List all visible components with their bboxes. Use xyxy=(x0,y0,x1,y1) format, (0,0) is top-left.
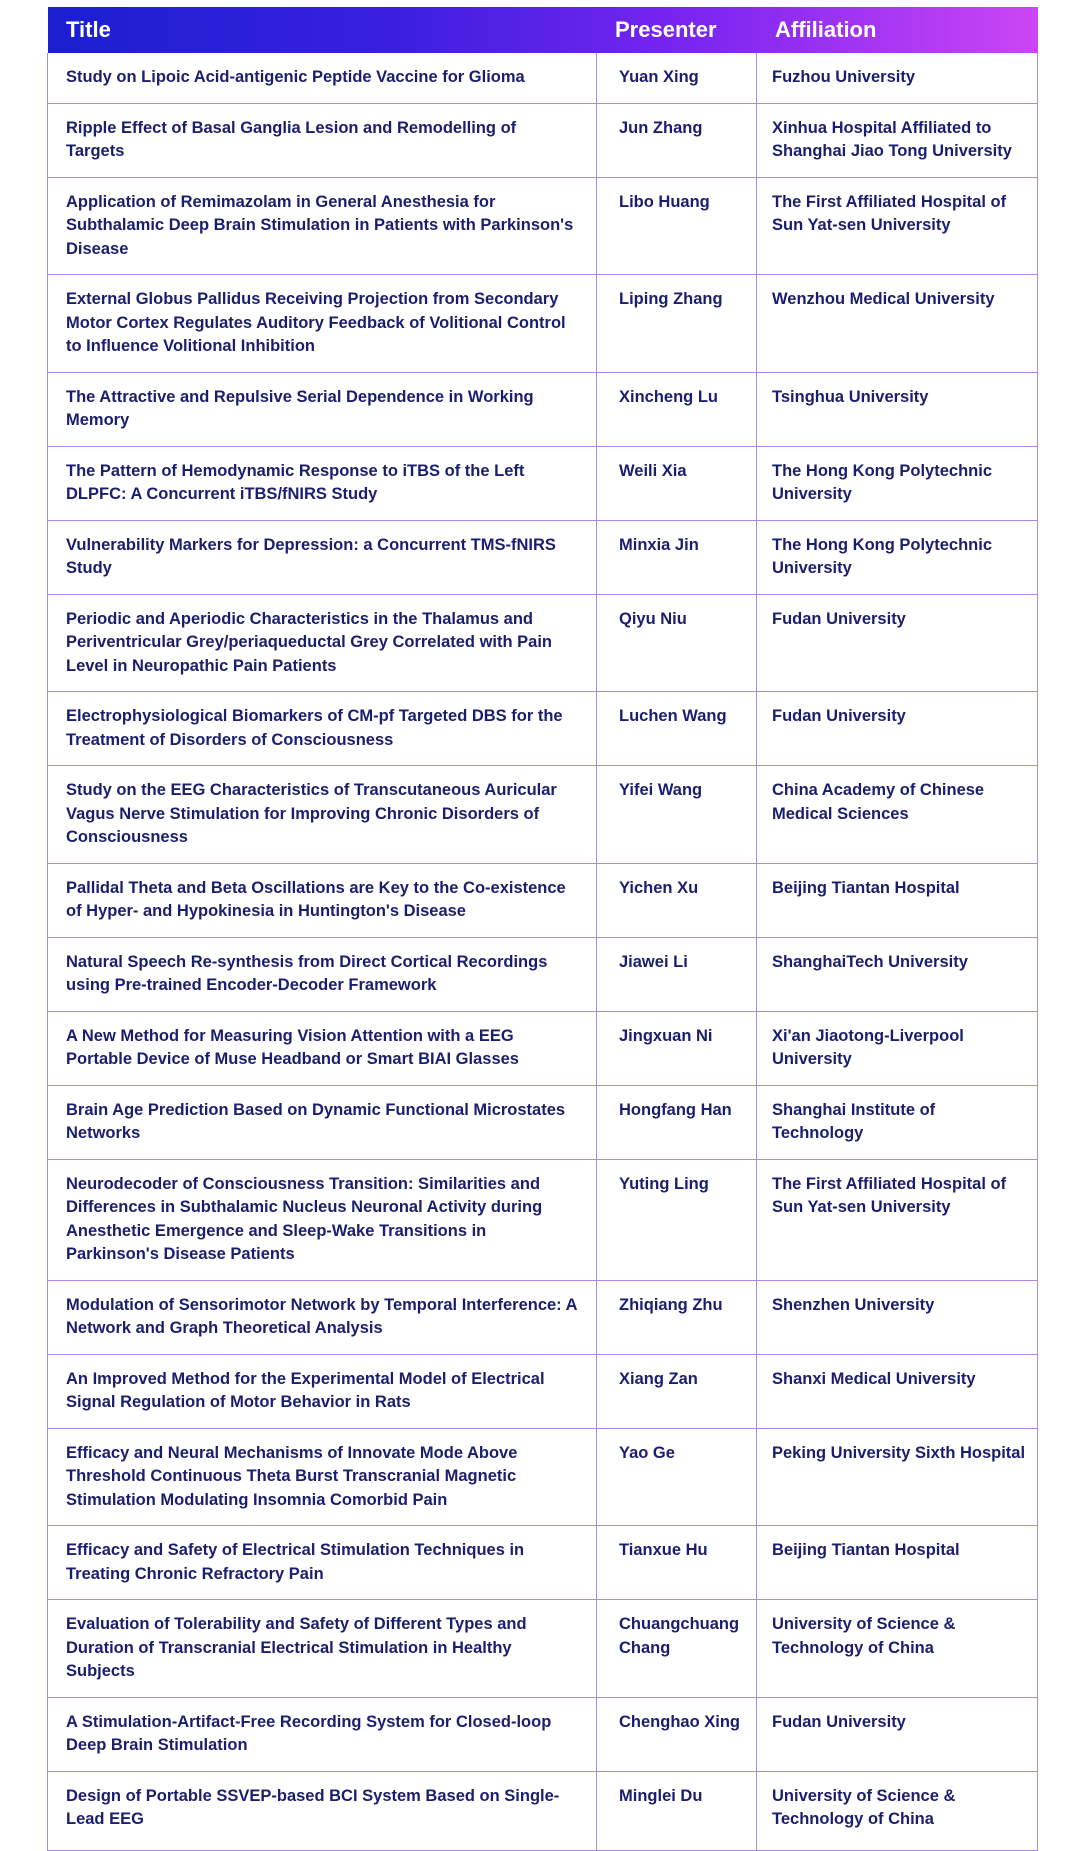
table-row xyxy=(48,692,1038,766)
cell-presenter: Jingxuan Ni xyxy=(597,1011,757,1085)
table-row xyxy=(48,53,1038,104)
cell-title: Application of Remimazolam in General Anesthesia for Subthalamic Deep Brain Stimulation in Patients with Parkinson's Disease xyxy=(48,177,597,275)
cell-affiliation: Fuzhou University xyxy=(757,53,1038,104)
cell-presenter: Liping Zhang xyxy=(597,275,757,373)
cell-presenter: Jun Zhang xyxy=(597,103,757,177)
cell-affiliation: China Academy of Chinese Medical Sciences xyxy=(757,766,1038,864)
cell-affiliation: University of Science & Technology of China xyxy=(757,1771,1038,1850)
table-row xyxy=(48,1085,1038,1159)
cell-affiliation: Beijing Tiantan Hospital xyxy=(757,1526,1038,1600)
cell-presenter: Yuting Ling xyxy=(597,1159,757,1280)
cell-title: The Attractive and Repulsive Serial Dependence in Working Memory xyxy=(48,372,597,446)
cell-title: Study on Lipoic Acid-antigenic Peptide Vaccine for Glioma xyxy=(48,53,597,104)
cell-affiliation: Shenzhen University xyxy=(757,1280,1038,1354)
cell-presenter: Luchen Wang xyxy=(597,692,757,766)
cell-title: Pallidal Theta and Beta Oscillations are Key to the Co-existence of Hyper- and Hypokinesia in Huntington's Disease xyxy=(48,863,597,937)
cell-affiliation: The First Affiliated Hospital of Sun Yat-sen University xyxy=(757,177,1038,275)
cell-affiliation: The Hong Kong Polytechnic University xyxy=(757,446,1038,520)
table-row xyxy=(48,177,1038,275)
cell-presenter: Chenghao Xing xyxy=(597,1697,757,1771)
cell-presenter: Qiyu Niu xyxy=(597,594,757,692)
cell-presenter: Jiawei Li xyxy=(597,937,757,1011)
cell-presenter: Libo Huang xyxy=(597,177,757,275)
cell-presenter: Yichen Xu xyxy=(597,863,757,937)
cell-affiliation: The Hong Kong Polytechnic University xyxy=(757,520,1038,594)
cell-title: Brain Age Prediction Based on Dynamic Functional Microstates Networks xyxy=(48,1085,597,1159)
cell-title: The Pattern of Hemodynamic Response to iTBS of the Left DLPFC: A Concurrent iTBS/fNIRS Study xyxy=(48,446,597,520)
table-row xyxy=(48,594,1038,692)
table-row xyxy=(48,766,1038,864)
header-affiliation: Affiliation xyxy=(775,16,877,42)
cell-affiliation: Shanxi Medical University xyxy=(757,1354,1038,1428)
cell-presenter: Xiang Zan xyxy=(597,1354,757,1428)
cell-presenter: Chuangchuang Chang xyxy=(597,1600,757,1698)
cell-affiliation: Xinhua Hospital Affiliated to Shanghai Jiao Tong University xyxy=(757,103,1038,177)
table-row xyxy=(48,520,1038,594)
cell-affiliation: Fudan University xyxy=(757,1697,1038,1771)
cell-title: Vulnerability Markers for Depression: a Concurrent TMS-fNIRS Study xyxy=(48,520,597,594)
cell-affiliation: Beijing Tiantan Hospital xyxy=(757,863,1038,937)
cell-affiliation: Fudan University xyxy=(757,692,1038,766)
cell-affiliation: Xi'an Jiaotong-Liverpool University xyxy=(757,1011,1038,1085)
cell-affiliation: Wenzhou Medical University xyxy=(757,275,1038,373)
cell-title: Natural Speech Re-synthesis from Direct Cortical Recordings using Pre-trained Encoder-Decoder Framework xyxy=(48,937,597,1011)
table-row xyxy=(48,937,1038,1011)
cell-affiliation: Peking University Sixth Hospital xyxy=(757,1428,1038,1526)
cell-affiliation: ShanghaiTech University xyxy=(757,937,1038,1011)
table-row xyxy=(48,863,1038,937)
cell-presenter: Minxia Jin xyxy=(597,520,757,594)
cell-presenter: Yao Ge xyxy=(597,1428,757,1526)
cell-title: A Stimulation-Artifact-Free Recording System for Closed-loop Deep Brain Stimulation xyxy=(48,1697,597,1771)
cell-title: An Improved Method for the Experimental Model of Electrical Signal Regulation of Motor Behavior in Rats xyxy=(48,1354,597,1428)
presentation-table-container xyxy=(47,6,1037,1851)
table-row xyxy=(48,1600,1038,1698)
table-row xyxy=(48,103,1038,177)
header-presenter: Presenter xyxy=(615,16,717,42)
table-row xyxy=(48,1011,1038,1085)
cell-title: Electrophysiological Biomarkers of CM-pf Targeted DBS for the Treatment of Disorders of Consciousness xyxy=(48,692,597,766)
table-row xyxy=(48,446,1038,520)
cell-affiliation: University of Science & Technology of China xyxy=(757,1600,1038,1698)
cell-presenter: Xincheng Lu xyxy=(597,372,757,446)
cell-title: Modulation of Sensorimotor Network by Temporal Interference: A Network and Graph Theoretical Analysis xyxy=(48,1280,597,1354)
table-row xyxy=(48,1771,1038,1850)
table-row xyxy=(48,372,1038,446)
cell-affiliation: Fudan University xyxy=(757,594,1038,692)
cell-presenter: Tianxue Hu xyxy=(597,1526,757,1600)
table-row xyxy=(48,1159,1038,1280)
cell-title: Efficacy and Safety of Electrical Stimulation Techniques in Treating Chronic Refractory Pain xyxy=(48,1526,597,1600)
cell-presenter: Hongfang Han xyxy=(597,1085,757,1159)
presentation-table xyxy=(47,6,1038,1851)
cell-title: Study on the EEG Characteristics of Transcutaneous Auricular Vagus Nerve Stimulation for Improving Chronic Disorders of Consciousness xyxy=(48,766,597,864)
cell-title: A New Method for Measuring Vision Attention with a EEG Portable Device of Muse Headband or Smart BIAI Glasses xyxy=(48,1011,597,1085)
cell-title: Evaluation of Tolerability and Safety of Different Types and Duration of Transcranial Electrical Stimulation in Healthy Subjects xyxy=(48,1600,597,1698)
cell-title: Design of Portable SSVEP-based BCI System Based on Single-Lead EEG xyxy=(48,1771,597,1850)
cell-presenter: Minglei Du xyxy=(597,1771,757,1850)
cell-title: Efficacy and Neural Mechanisms of Innovate Mode Above Threshold Continuous Theta Burst Transcranial Magnetic Stimulation Modulating Insomnia Comorbid Pain xyxy=(48,1428,597,1526)
table-row xyxy=(48,275,1038,373)
cell-title: Neurodecoder of Consciousness Transition: Similarities and Differences in Subthalamic Nucleus Neuronal Activity during Anesthetic Emergence and Sleep-Wake Transitions in Parkinson's Disease Patients xyxy=(48,1159,597,1280)
table-row xyxy=(48,1354,1038,1428)
cell-title: External Globus Pallidus Receiving Projection from Secondary Motor Cortex Regulates Auditory Feedback of Volitional Control to Influence Volitional Inhibition xyxy=(48,275,597,373)
table-body xyxy=(48,53,1038,1851)
cell-affiliation: Tsinghua University xyxy=(757,372,1038,446)
table-row xyxy=(48,1280,1038,1354)
cell-presenter: Weili Xia xyxy=(597,446,757,520)
cell-title: Periodic and Aperiodic Characteristics in the Thalamus and Periventricular Grey/periaqueductal Grey Correlated with Pain Level in Neuropathic Pain Patients xyxy=(48,594,597,692)
table-header-row xyxy=(48,7,1038,53)
table-row xyxy=(48,1428,1038,1526)
table-row xyxy=(48,1526,1038,1600)
cell-affiliation: Shanghai Institute of Technology xyxy=(757,1085,1038,1159)
cell-presenter: Yuan Xing xyxy=(597,53,757,104)
table-row xyxy=(48,1697,1038,1771)
cell-presenter: Zhiqiang Zhu xyxy=(597,1280,757,1354)
header-title: Title xyxy=(66,16,111,42)
cell-presenter: Yifei Wang xyxy=(597,766,757,864)
cell-title: Ripple Effect of Basal Ganglia Lesion and Remodelling of Targets xyxy=(48,103,597,177)
cell-affiliation: The First Affiliated Hospital of Sun Yat-sen University xyxy=(757,1159,1038,1280)
